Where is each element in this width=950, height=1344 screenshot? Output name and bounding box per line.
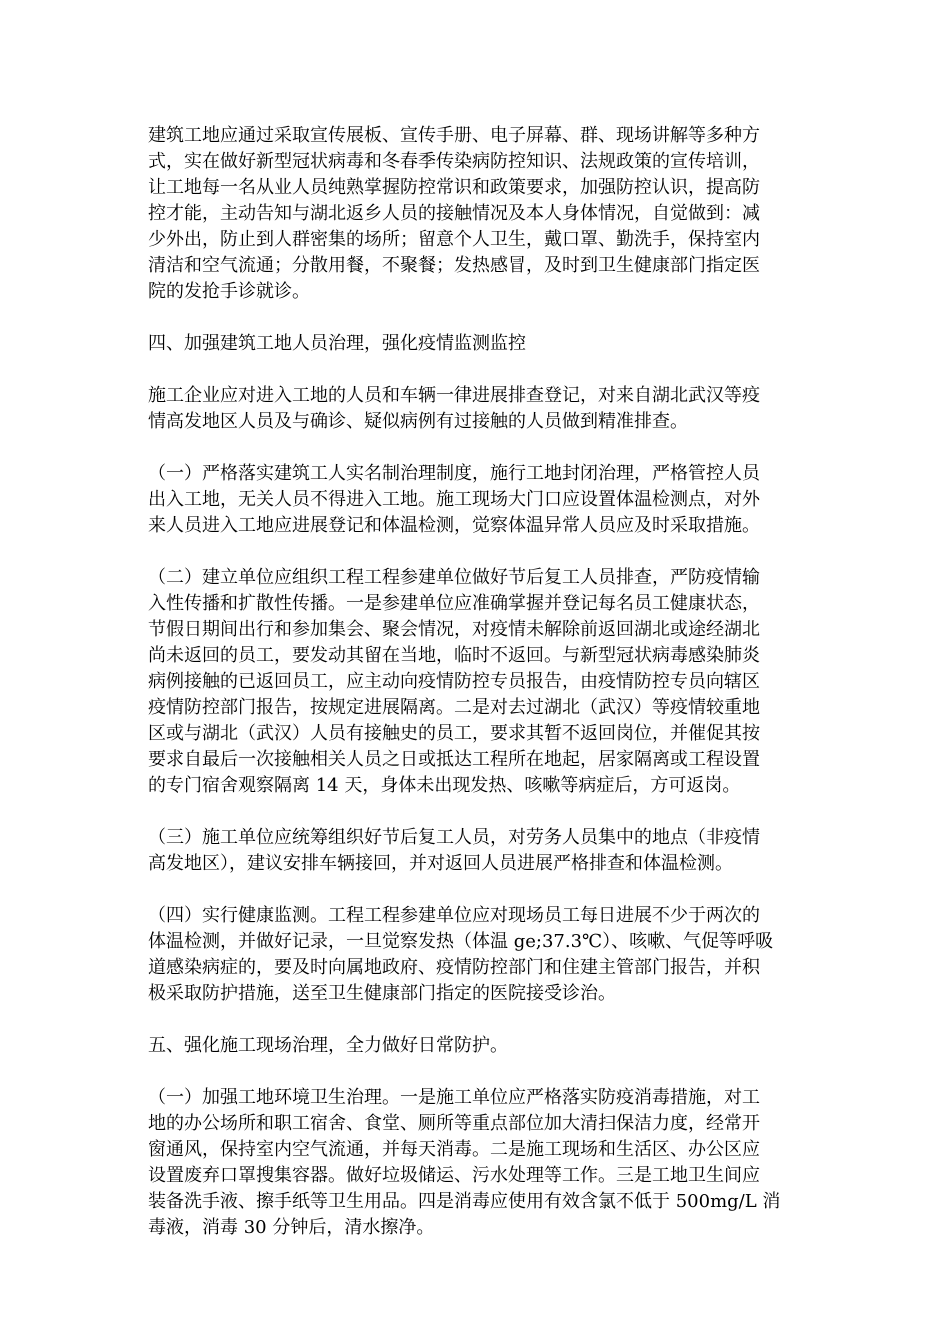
text-line: 施工企业应对进入工地的人员和车辆一律进展排查登记，对来自湖北武汉等疫 bbox=[148, 385, 760, 406]
text-line: 控才能，主动告知与湖北返乡人员的接触情况及本人身体情况，自觉做到：减 bbox=[148, 203, 760, 224]
paragraph-item-4-3 bbox=[148, 825, 808, 877]
text-line: （一）加强工地环境卫生治理。一是施工单位应严格落实防疫消毒措施，对工 bbox=[148, 1087, 760, 1108]
paragraph-publicity-training bbox=[148, 123, 808, 305]
text-line: 建筑工地应通过采取宣传展板、宣传手册、电子屏幕、群、现场讲解等多种方 bbox=[148, 125, 760, 146]
text-line: （四）实行健康监测。工程工程参建单位应对现场员工每日进展不少于两次的 bbox=[148, 905, 760, 926]
text-line: 病例接触的已返回员工，应主动向疫情防控专员报告，由疫情防控专员向辖区 bbox=[148, 671, 760, 692]
paragraph-item-5-1 bbox=[148, 1085, 808, 1241]
text-line: 体温检测，并做好记录，一旦觉察发热（体温 ge;37.3℃）、咳嗽、气促等呼吸 bbox=[148, 931, 774, 952]
paragraph-item-4-4 bbox=[148, 903, 808, 1007]
text-line: 的专门宿舍观察隔离 14 天，身体未出现发热、咳嗽等病症后，方可返岗。 bbox=[148, 775, 741, 796]
text-line: 院的发抢手诊就诊。 bbox=[148, 281, 310, 302]
text-line: 少外出，防止到人群密集的场所；留意个人卫生，戴口罩、勤洗手，保持室内 bbox=[148, 229, 760, 250]
text-line: 清洁和空气流通；分散用餐，不聚餐；发热感冒，及时到卫生健康部门指定医 bbox=[148, 255, 760, 276]
paragraph-item-4-2 bbox=[148, 565, 808, 799]
text-line: 毒液，消毒 30 分钟后，清水擦净。 bbox=[148, 1217, 435, 1238]
text-line: 尚未返回的员工，要发动其留在当地，临时不返回。与新型冠状病毒感染肺炎 bbox=[148, 645, 760, 666]
section-heading-4 bbox=[148, 331, 808, 357]
text-line: 让工地每一名从业人员纯熟掌握防控常识和政策要求，加强防控认识，提高防 bbox=[148, 177, 760, 198]
text-line: 区或与湖北（武汉）人员有接触史的员工，要求其暂不返回岗位，并催促其按 bbox=[148, 723, 760, 744]
text-line: （二）建立单位应组织工程工程参建单位做好节后复工人员排查，严防疫情输 bbox=[148, 567, 760, 588]
document-body bbox=[148, 123, 808, 1267]
text-line: 高发地区），建议安排车辆接回，并对返回人员进展严格排查和体温检测。 bbox=[148, 853, 733, 874]
text-line: 装备洗手液、擦手纸等卫生用品。四是消毒应使用有效含氯不低于 500mg/L 消 bbox=[148, 1191, 781, 1212]
heading-text: 五、强化施工现场治理，全力做好日常防护。 bbox=[148, 1035, 508, 1056]
text-line: 式，实在做好新型冠状病毒和冬春季传染病防控知识、法规政策的宣传培训， bbox=[148, 151, 760, 172]
text-line: 疫情防控部门报告，按规定进展隔离。二是对去过湖北（武汉）等疫情较重地 bbox=[148, 697, 760, 718]
text-line: 极采取防护措施，送至卫生健康部门指定的医院接受诊治。 bbox=[148, 983, 616, 1004]
paragraph-screening-registration bbox=[148, 383, 808, 435]
text-line: （三）施工单位应统筹组织好节后复工人员，对劳务人员集中的地点（非疫情 bbox=[148, 827, 760, 848]
text-line: 道感染病症的，要及时向属地政府、疫情防控部门和住建主管部门报告，并积 bbox=[148, 957, 760, 978]
text-line: 出入工地，无关人员不得进入工地。施工现场大门口应设置体温检测点，对外 bbox=[148, 489, 760, 510]
text-line: （一）严格落实建筑工人实名制治理制度，施行工地封闭治理，严格管控人员 bbox=[148, 463, 760, 484]
section-heading-5 bbox=[148, 1033, 808, 1059]
text-line: 情高发地区人员及与确诊、疑似病例有过接触的人员做到精准排查。 bbox=[148, 411, 688, 432]
text-line: 入性传播和扩散性传播。一是参建单位应准确掌握并登记每名员工健康状态， bbox=[148, 593, 760, 614]
heading-text: 四、加强建筑工地人员治理，强化疫情监测监控 bbox=[148, 333, 526, 354]
text-line: 要求自最后一次接触相关人员之日或抵达工程所在地起，居家隔离或工程设置 bbox=[148, 749, 760, 770]
text-line: 来人员进入工地应进展登记和体温检测，觉察体温异常人员应及时采取措施。 bbox=[148, 515, 760, 536]
text-line: 窗通风，保持室内空气流通，并每天消毒。二是施工现场和生活区、办公区应 bbox=[148, 1139, 760, 1160]
paragraph-item-4-1 bbox=[148, 461, 808, 539]
text-line: 设置废弃口罩搜集容器。做好垃圾储运、污水处理等工作。三是工地卫生间应 bbox=[148, 1165, 760, 1186]
text-line: 节假日期间出行和参加集会、聚会情况，对疫情未解除前返回湖北或途经湖北 bbox=[148, 619, 760, 640]
text-line: 地的办公场所和职工宿舍、食堂、厕所等重点部位加大清扫保洁力度，经常开 bbox=[148, 1113, 760, 1134]
